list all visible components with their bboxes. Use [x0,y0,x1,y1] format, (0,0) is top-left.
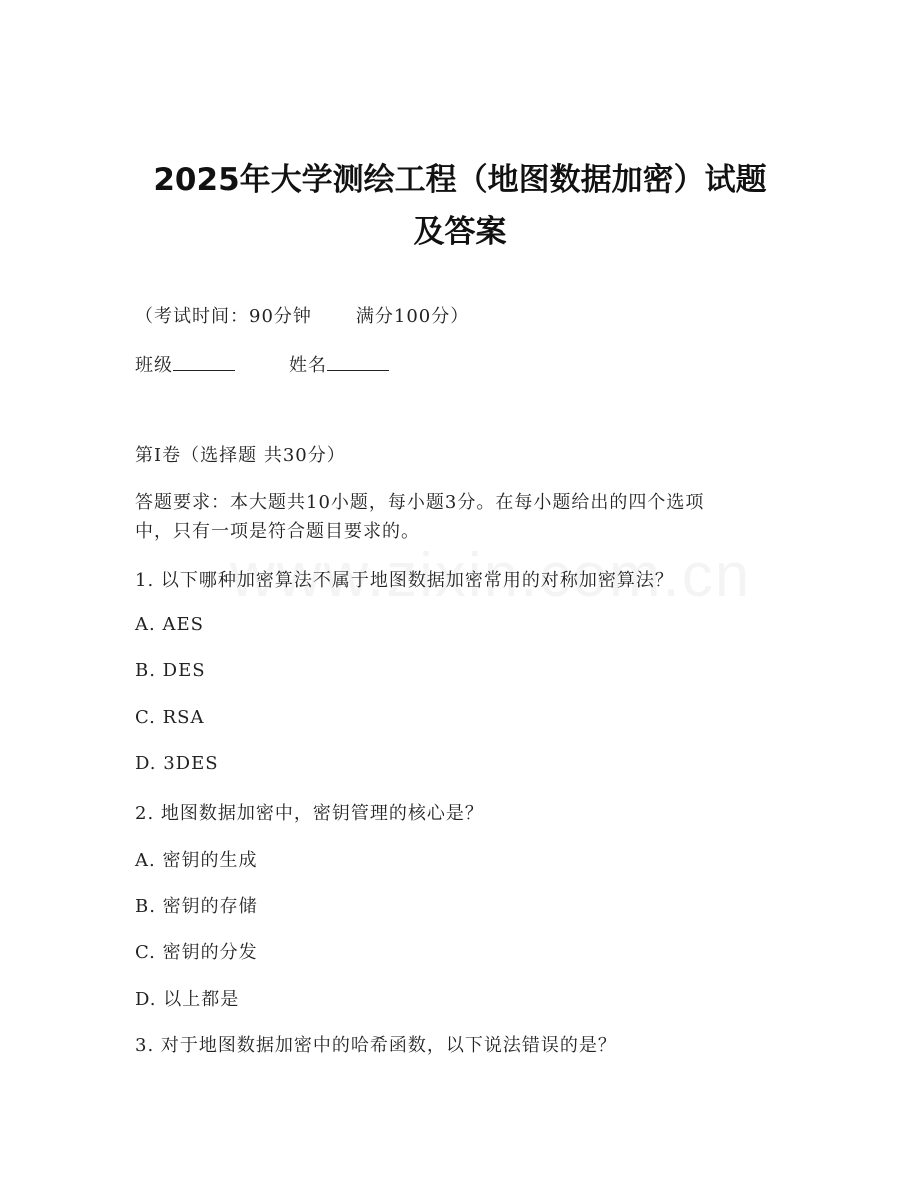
question-option: C. RSA [135,707,205,728]
instructions-line-1: 答题要求：本大题共10小题，每小题3分。在每小题给出的四个选项 [135,492,705,513]
document-title-line-1: 2025年大学测绘工程（地图数据加密）试题 [153,162,767,198]
section-heading: 第I卷（选择题 共30分） [135,445,346,466]
question-option: D. 以上都是 [135,989,240,1010]
document-title-line-2: 及答案 [413,214,507,250]
instructions-line-2: 中，只有一项是符合题目要求的。 [135,521,420,542]
exam-info [135,302,469,328]
question-option: C. 密钥的分发 [135,942,258,963]
question-option: D. 3DES [135,753,219,774]
name-blank [327,356,389,371]
exam-time: （考试时间：90分钟 [135,306,312,327]
name-label: 姓名 [289,355,327,376]
class-blank [173,356,235,371]
question-option: B. 密钥的存储 [135,896,258,917]
question-stem: 1. 以下哪种加密算法不属于地图数据加密常用的对称加密算法？ [135,570,674,591]
question-stem: 2. 地图数据加密中，密钥管理的核心是？ [135,803,484,824]
exam-score: 满分100分） [355,306,470,327]
class-label: 班级 [135,355,173,376]
question-option: A. 密钥的生成 [135,850,258,871]
question-option: B. DES [135,660,206,681]
student-fields [135,351,389,377]
question-stem: 3. 对于地图数据加密中的哈希函数，以下说法错误的是？ [135,1035,617,1056]
question-option: A. AES [135,614,204,635]
